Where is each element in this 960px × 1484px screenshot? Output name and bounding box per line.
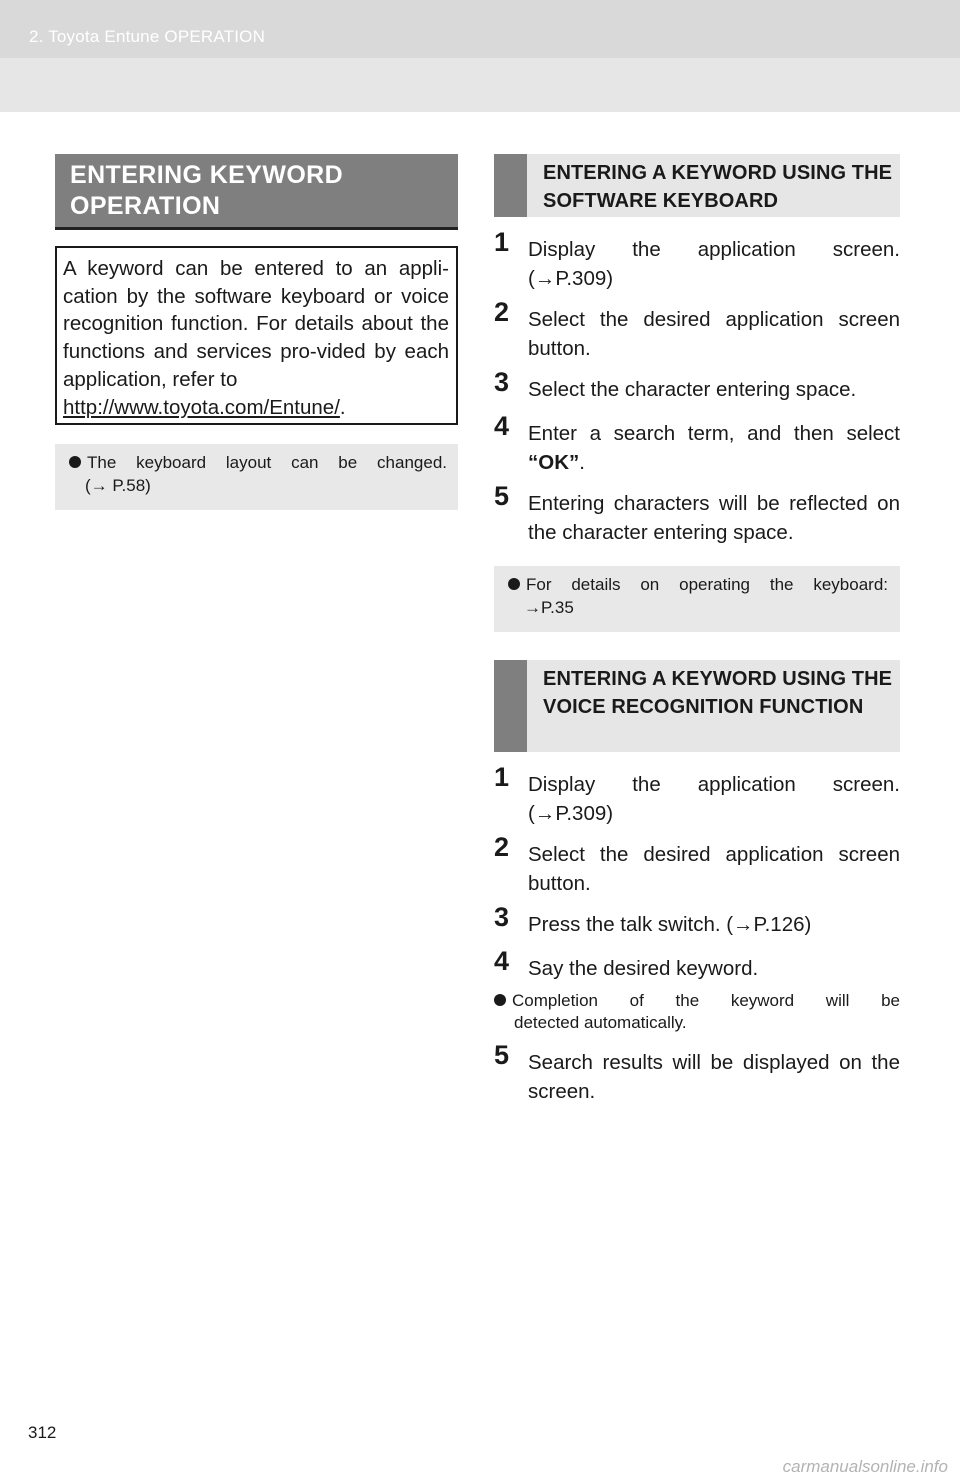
voice-step-5 [494,1040,900,1106]
step-text: Search results will be displayed on the [528,1051,900,1074]
keyboard-step-3 [494,367,900,404]
bullet-icon [494,994,506,1006]
step-number: 4 [494,946,510,976]
step-number: 5 [494,481,510,511]
intro-text: A keyword can be entered to an appli-cation by the software keyboard or voice recognition function. For details about the functions and services pro-vided by each application, refer to [63,257,449,391]
step-text: Press the talk switch. (→P.126) [528,913,812,936]
step-text-2: (→P.309) [528,267,614,290]
note-line-2: (→ P.58) [85,476,151,495]
keyboard-step-2 [494,297,900,363]
watermark: carmanualsonline.info [782,1457,948,1476]
step-text-2: (→P.309) [528,802,614,825]
step-text: Enter a search term, and then select [528,422,900,445]
note-box-keyboard-details [494,566,900,632]
note-line-1: The keyboard layout can be changed. [69,452,447,474]
voice-step-1 [494,762,900,828]
bullet-icon [508,578,520,590]
step-number: 2 [494,297,510,327]
step-text-2: “OK”. [528,451,585,474]
step-text-2: button. [528,337,591,360]
bullet-completion-detected [494,990,900,1034]
step-number: 1 [494,762,510,792]
step-number: 1 [494,227,510,257]
keyboard-step-5 [494,481,900,547]
intro-box [55,246,458,425]
keyboard-step-1 [494,227,900,293]
step-text: Entering characters will be reflected on [528,492,900,515]
step-number: 4 [494,411,510,441]
section-heading-voice-recognition [494,660,900,752]
note-line-2: →P.35 [524,598,574,617]
step-number: 3 [494,902,510,932]
note-line-1: For details on operating the keyboard: [508,574,888,596]
page-number: 312 [28,1423,57,1442]
voice-step-4 [494,946,900,983]
step-text: Display the application screen. [528,773,900,796]
step-text-2: the character entering space. [528,521,794,544]
intro-period: . [339,395,346,419]
step-text-2: screen. [528,1080,596,1103]
voice-step-2 [494,832,900,898]
heading-text: ENTERING KEYWORD OPERATION [70,161,344,220]
step-text-2: button. [528,872,591,895]
step-number: 2 [494,832,510,862]
bullet-icon [69,456,81,468]
step-text: Display the application screen. [528,238,900,261]
voice-step-3 [494,902,900,939]
step-number: 5 [494,1040,510,1070]
section-title: 2. Toyota Entune OPERATION [29,27,266,46]
section-heading-software-keyboard [494,154,900,217]
heading-text: ENTERING A KEYWORD USING THE VOICE RECOGNITION FUNCTION [543,668,893,718]
step-text: Select the desired application screen [528,843,900,866]
note-box-keyboard-layout [55,444,458,510]
entune-link[interactable]: http://www.toyota.com/Entune/ [63,395,340,419]
step-text: Say the desired keyword. [528,957,759,980]
step-text: Select the desired application screen [528,308,900,331]
heading-bar [494,660,527,752]
step-text: Select the character entering space. [528,378,857,401]
bullet-line-2: detected automatically. [514,1013,687,1032]
bullet-line-1: Completion of the keyword will be [494,990,900,1012]
keyboard-step-4 [494,411,900,477]
section-heading-entering-keyword [55,154,458,230]
ok-label: “OK” [528,451,580,474]
step-number: 3 [494,367,510,397]
heading-bar [494,154,527,217]
heading-text: ENTERING A KEYWORD USING THE SOFTWARE KEYBOARD [543,162,893,212]
